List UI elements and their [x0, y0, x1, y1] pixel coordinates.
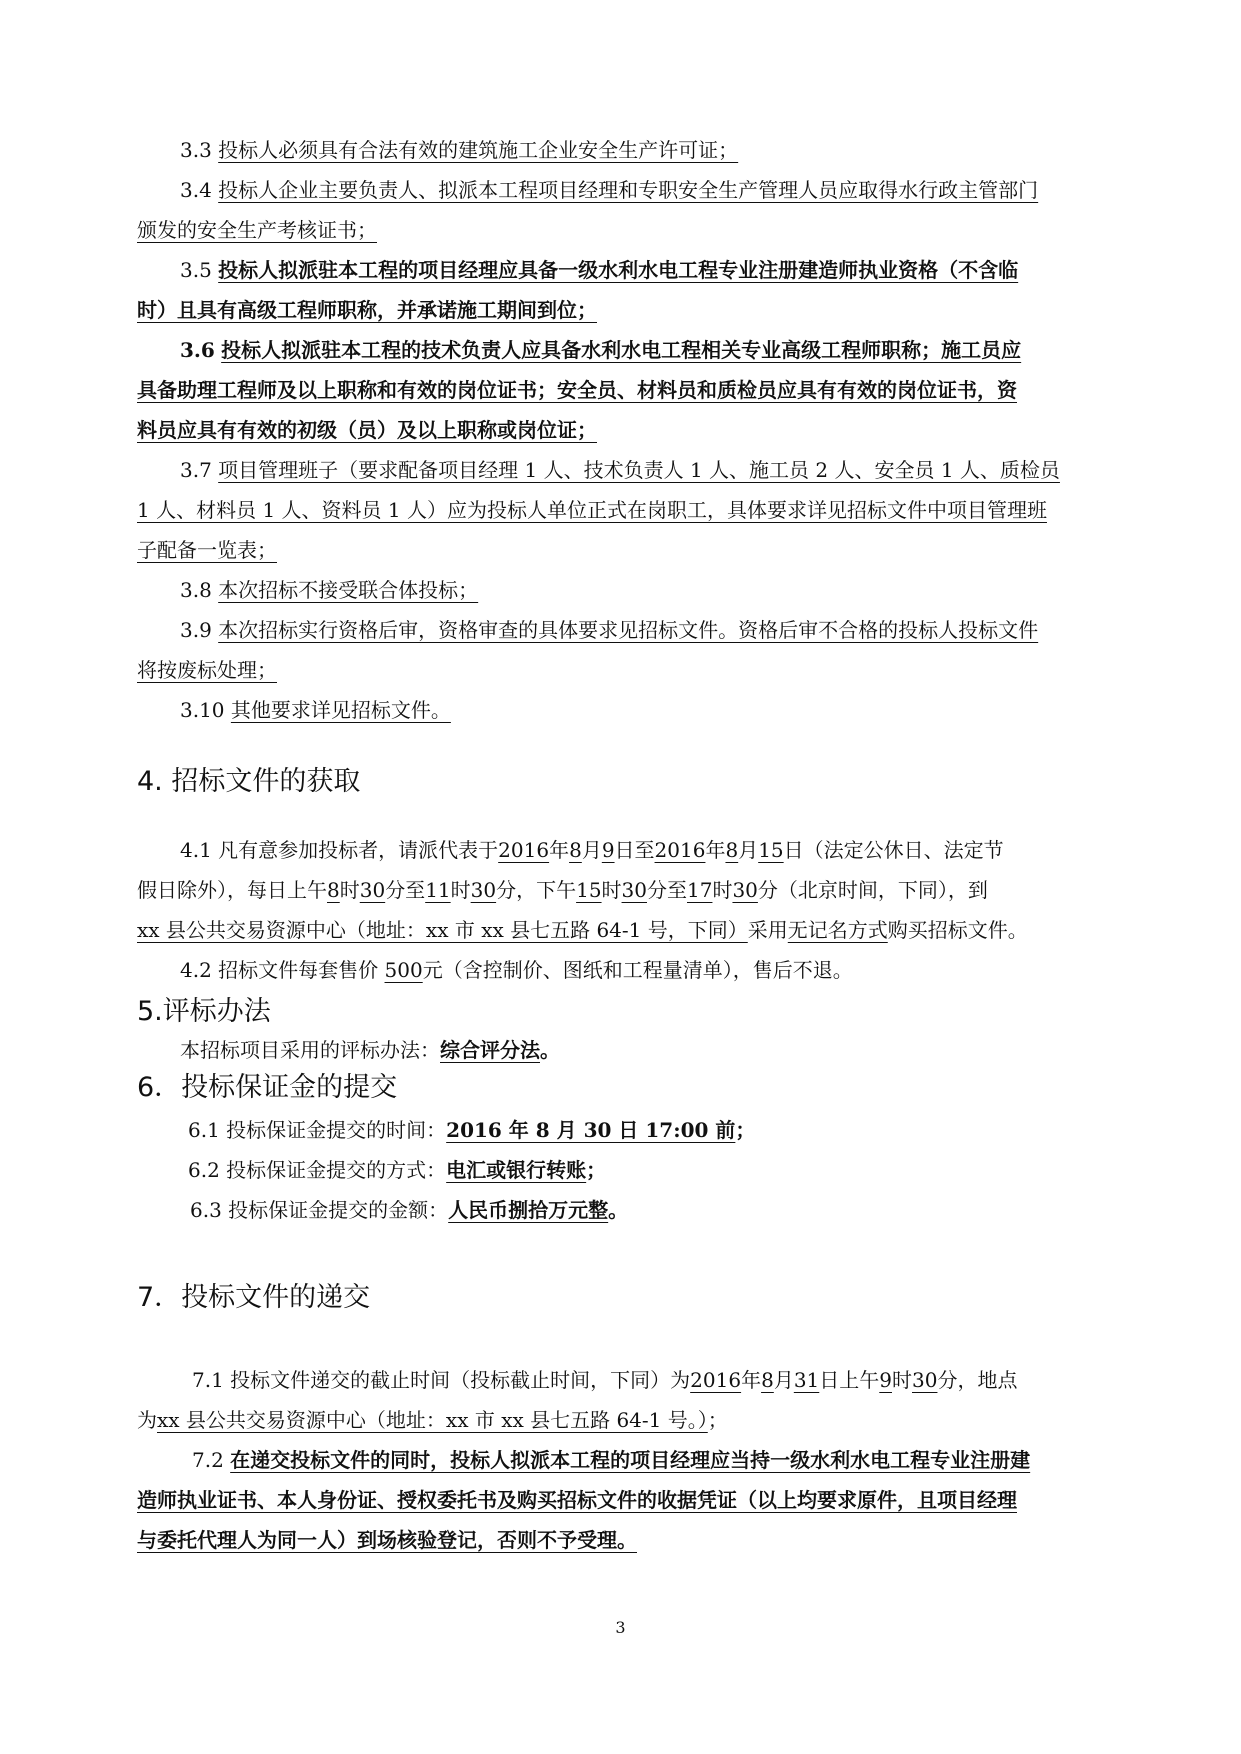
end-year: 2016 — [654, 838, 706, 862]
clause-text: 在递交投标文件的同时，投标人拟派本工程的项目经理应当持一级水利水电工程专业注册建 — [230, 1448, 1031, 1472]
minute: 30 — [732, 878, 758, 902]
clause-number: 4.2 — [180, 958, 212, 982]
section-7-heading: 7．投标文件的递交 — [137, 1282, 371, 1313]
clause-text: 时）且具有高级工程师职称，并承诺施工期间到位； — [137, 298, 597, 322]
clause-6-3 — [190, 1196, 1158, 1224]
evaluation-method: 综合评分法 — [440, 1038, 540, 1062]
day: 31 — [793, 1368, 820, 1392]
clause-text: 1 人、材料员 1 人、资料员 1 人）应为投标人单位正式在岗职工，具体要求详见招标文件中项目管理班 — [137, 498, 1047, 522]
clause-4-1-line-2 — [137, 876, 1105, 904]
section-6-heading: 6．投标保证金的提交 — [137, 1072, 398, 1103]
end-day: 15 — [758, 838, 784, 862]
clause-text: 投标人拟派驻本工程的项目经理应具备一级水利水电工程专业注册建造师执业资格（不含临 — [218, 258, 1019, 282]
clause-number: 7.1 — [192, 1368, 224, 1392]
clause-4-2 — [180, 956, 1105, 984]
clause-3-9-line-2 — [137, 656, 1105, 684]
clause-3-6-line-3 — [137, 416, 1105, 444]
clause-text: 具备助理工程师及以上职称和有效的岗位证书；安全员、材料员和质检员应具有有效的岗位证书，资 — [137, 378, 1017, 402]
clause-3-4-line-1 — [180, 176, 1105, 204]
text: 时 — [450, 878, 471, 902]
text: 日（法定公休日、法定节 — [783, 838, 1004, 862]
start-year: 2016 — [498, 838, 550, 862]
text: 凡有意参加投标者，请派代表于 — [211, 838, 499, 862]
clause-text: 项目管理班子（要求配备项目经理 1 人、技术负责人 1 人、施工员 2 人、安全员 1 人、质检员 — [218, 458, 1060, 482]
text: 投标文件递交的截止时间（投标截止时间，下同）为 — [223, 1368, 691, 1392]
text: ； — [707, 1408, 728, 1432]
minute: 30 — [912, 1368, 938, 1392]
clause-number: 4.1 — [180, 838, 212, 862]
text: 年 — [549, 838, 570, 862]
text: 分（北京时间，下同），到 — [757, 878, 988, 902]
clause-3-7-line-1 — [180, 456, 1105, 484]
text: 购买招标文件。 — [887, 918, 1028, 942]
clause-6-2 — [188, 1156, 1156, 1184]
deposit-deadline: 2016 年 8 月 30 日 17:00 前 — [446, 1118, 736, 1142]
text: 月 — [738, 838, 759, 862]
clause-number: 7.2 — [192, 1448, 224, 1472]
minute: 30 — [621, 878, 647, 902]
clause-text: 本次招标不接受联合体投标； — [218, 578, 479, 602]
text: 本招标项目采用的评标办法： — [180, 1038, 440, 1062]
text: 日上午 — [819, 1368, 880, 1392]
text: 分，地点 — [937, 1368, 1018, 1392]
clause-text: 颁发的安全生产考核证书； — [137, 218, 377, 242]
clause-text: 其他要求详见招标文件。 — [230, 698, 451, 722]
end-month: 8 — [725, 838, 739, 862]
evaluation-method-line — [180, 1036, 1148, 1064]
text: ； — [586, 1158, 607, 1182]
text: 为 — [137, 1408, 157, 1432]
clause-3-4-line-2 — [137, 216, 1105, 244]
location: xx 县公共交易资源中心（地址：xx 市 xx 县七五路 64-1 号。） — [157, 1408, 708, 1432]
clause-3-7-line-3 — [137, 536, 1105, 564]
clause-text: 料员应具有有效的初级（员）及以上职称或岗位证； — [137, 418, 597, 442]
clause-number: 3.5 — [180, 258, 212, 282]
clause-text: 投标人必须具有合法有效的建筑施工企业安全生产许可证； — [218, 138, 739, 162]
clause-number: 3.7 — [180, 458, 212, 482]
section-4-heading: 4. 招标文件的获取 — [137, 766, 361, 797]
text: 日至 — [614, 838, 655, 862]
clause-4-1-line-3 — [137, 916, 1105, 944]
clause-number: 3.9 — [180, 618, 212, 642]
text: 。 — [540, 1038, 560, 1062]
clause-text: 造师执业证书、本人身份证、授权委托书及购买招标文件的收据凭证（以上均要求原件，且项目经理 — [137, 1488, 1017, 1512]
deposit-amount: 人民币捌拾万元整 — [448, 1198, 609, 1222]
text: 元（含控制价、图纸和工程量清单），售后不退。 — [422, 958, 853, 982]
text: 时 — [712, 878, 733, 902]
label: 6.2 投标保证金提交的方式： — [188, 1158, 447, 1182]
clause-number: 3.10 — [180, 698, 225, 722]
clause-7-2-line-2 — [137, 1486, 1105, 1514]
text: 时 — [892, 1368, 912, 1392]
start-month: 8 — [569, 838, 582, 862]
start-day: 9 — [601, 838, 615, 862]
hour: 9 — [879, 1368, 892, 1392]
clause-3-5-line-2 — [137, 296, 1105, 324]
clause-text: 将按废标处理； — [137, 658, 277, 682]
clause-text: 与委托代理人为同一人）到场核验登记，否则不予受理。 — [137, 1528, 637, 1552]
clause-4-1-line-1 — [180, 836, 1105, 864]
hour: 15 — [576, 878, 602, 902]
clause-number: 3.3 — [180, 138, 212, 162]
hour: 17 — [687, 878, 713, 902]
clause-3-5-line-1 — [180, 256, 1105, 284]
text: 月 — [773, 1368, 794, 1392]
clause-3-7-line-2 — [137, 496, 1105, 524]
text: 月 — [581, 838, 602, 862]
text: 招标文件每套售价 — [211, 958, 385, 982]
text: 分至 — [647, 878, 687, 902]
clause-3-6-line-2 — [137, 376, 1105, 404]
purchase-method: 无记名方式 — [787, 918, 888, 942]
text: 时 — [339, 878, 360, 902]
clause-6-1 — [188, 1116, 1156, 1144]
clause-text: 投标人企业主要负责人、拟派本工程项目经理和专职安全生产管理人员应取得水行政主管部门 — [218, 178, 1039, 202]
clause-text: 本次招标实行资格后审，资格审查的具体要求见招标文件。资格后审不合格的投标人投标文件 — [218, 618, 1039, 642]
label: 6.3 投标保证金提交的金额： — [190, 1198, 449, 1222]
clause-number: 3.4 — [180, 178, 212, 202]
clause-3-3 — [180, 136, 1105, 164]
text: 。 — [608, 1198, 629, 1222]
clause-text: 子配备一览表； — [137, 538, 277, 562]
clause-7-2-line-1 — [192, 1446, 1105, 1474]
label: 6.1 投标保证金提交的时间： — [188, 1118, 447, 1142]
clause-number: 3.6 — [180, 338, 215, 362]
month: 8 — [761, 1368, 774, 1392]
clause-3-10 — [180, 696, 1105, 724]
clause-number: 3.8 — [180, 578, 212, 602]
clause-7-2-line-3 — [137, 1526, 1105, 1554]
price: 500 — [384, 958, 423, 982]
section-5-heading: 5.评标办法 — [137, 996, 271, 1027]
clause-3-6-line-1 — [180, 336, 1105, 364]
text: ； — [735, 1118, 756, 1142]
text: 假日除外），每日上午 — [137, 878, 327, 902]
text: 分，下午 — [496, 878, 577, 902]
hour: 11 — [425, 878, 451, 902]
clause-3-9-line-1 — [180, 616, 1105, 644]
clause-7-1-line-2 — [137, 1406, 1105, 1434]
location: xx 县公共交易资源中心（地址：xx 市 xx 县七五路 64-1 号，下同） — [137, 918, 748, 942]
clause-text: 投标人拟派驻本工程的技术负责人应具备水利水电工程相关专业高级工程师职称；施工员应 — [221, 338, 1022, 362]
text: 分至 — [385, 878, 426, 902]
year: 2016 — [690, 1368, 742, 1392]
text: 年 — [741, 1368, 762, 1392]
minute: 30 — [359, 878, 386, 902]
page-number: 3 — [615, 1618, 626, 1637]
text: 年 — [705, 838, 726, 862]
hour: 8 — [327, 878, 340, 902]
clause-3-8 — [180, 576, 1105, 604]
minute: 30 — [470, 878, 497, 902]
text: 时 — [601, 878, 622, 902]
deposit-method: 电汇或银行转账 — [446, 1158, 587, 1182]
text: 采用 — [747, 918, 788, 942]
clause-7-1-line-1 — [192, 1366, 1160, 1394]
